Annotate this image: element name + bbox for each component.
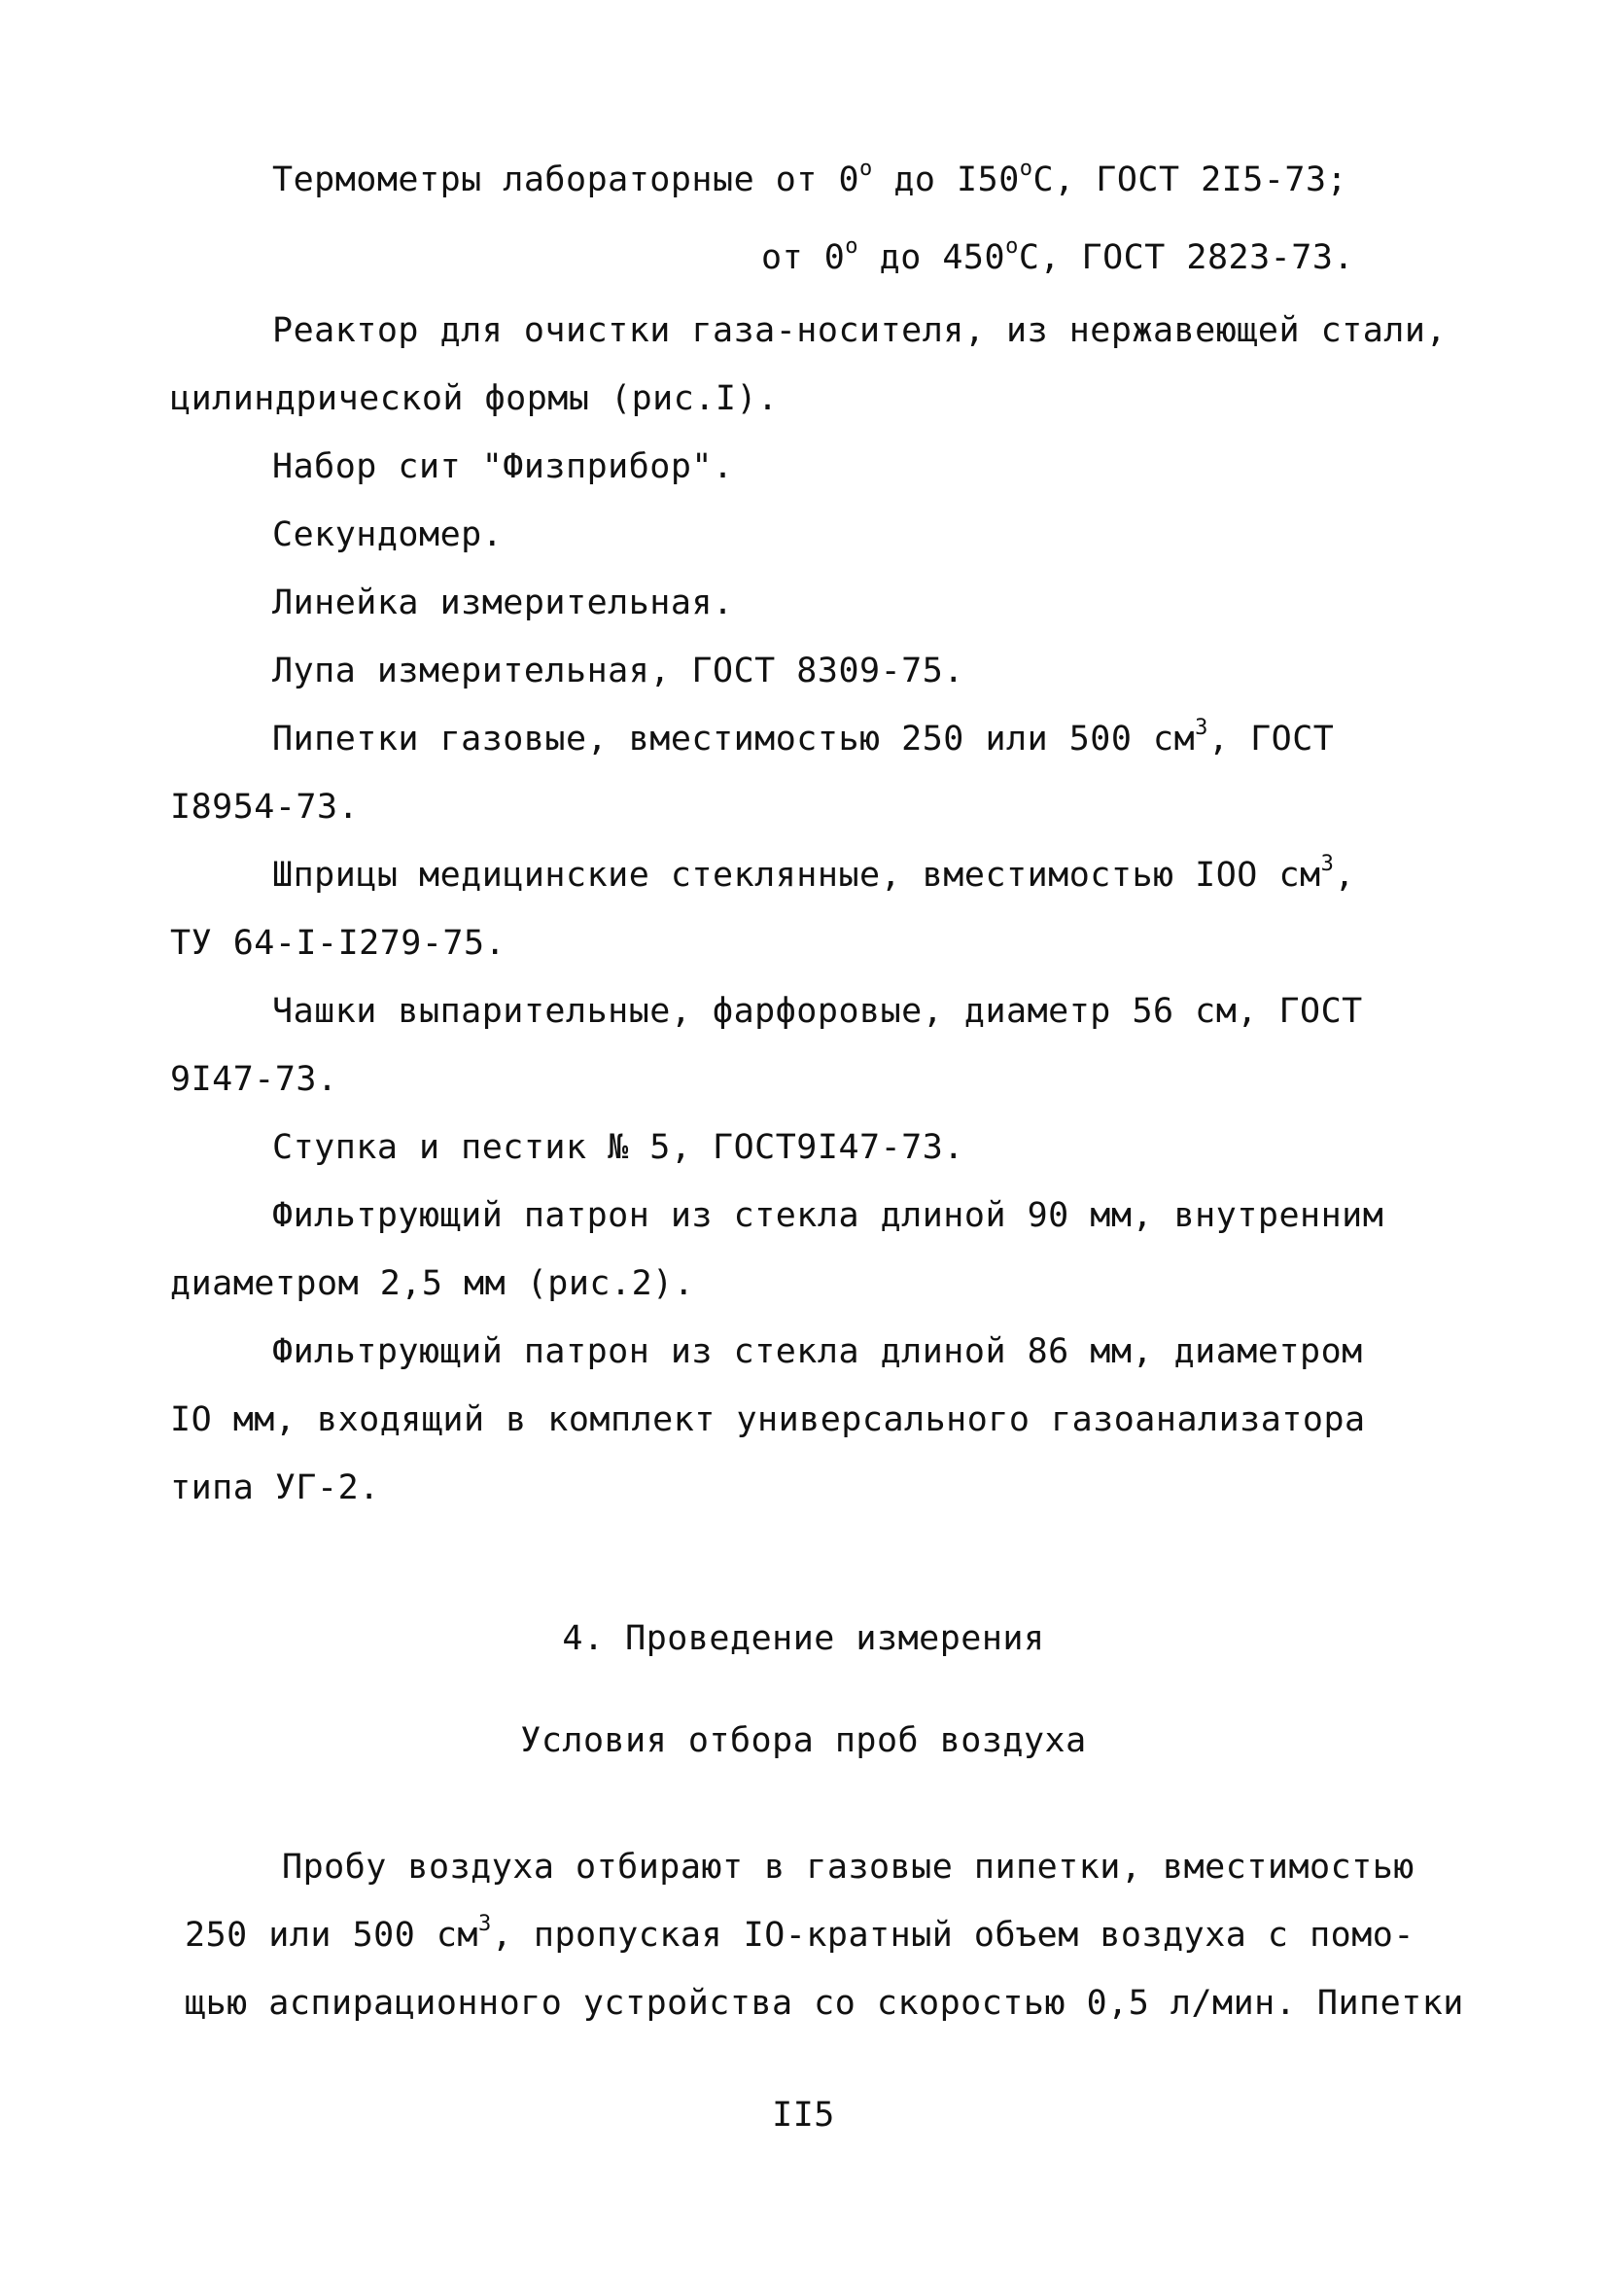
text-line: I8954-73.	[170, 788, 360, 827]
paragraph-line	[185, 1911, 1415, 1960]
text-line: Лупа измерительная, ГОСТ 8309-75.	[272, 652, 964, 690]
text-line	[272, 715, 1334, 763]
text-span: Пипетки газовые, вместимостью 250 или 500 см	[272, 720, 1196, 759]
text-line: Фильтрующий патрон из стекла длиной 86 мм, диаметром	[272, 1332, 1363, 1371]
text-line: Секундомер.	[272, 515, 504, 554]
text-span: , пропуская IО-кратный объем воздуха с помо-	[491, 1916, 1415, 1955]
section-title: 4. Проведение измерения	[562, 1619, 1045, 1658]
text-line: ТУ 64-I-I279-75.	[170, 924, 507, 963]
text-span: до I50	[872, 160, 1020, 199]
superscript-degree: о	[1005, 234, 1019, 259]
text-line	[272, 156, 1347, 204]
text-span: от 0	[761, 238, 846, 277]
superscript: 3	[478, 1912, 492, 1936]
superscript-degree: о	[845, 234, 859, 259]
text-line: Линейка измерительная.	[272, 583, 734, 622]
text-line: Чашки выпарительные, фарфоровые, диаметр 56 см, ГОСТ	[272, 992, 1363, 1031]
text-line	[272, 851, 1355, 900]
superscript: 3	[1195, 716, 1208, 740]
subsection-title: Условия отбора проб воздуха	[520, 1721, 1087, 1760]
paragraph-line: Пробу воздуха отбирают в газовые пипетки, вместимостью	[282, 1848, 1415, 1887]
superscript-degree: о	[1019, 157, 1033, 181]
text-line	[761, 233, 1354, 282]
text-span: Термометры лабораторные от 0	[272, 160, 860, 199]
text-span: ,	[1334, 856, 1355, 895]
superscript-degree: о	[859, 157, 873, 181]
text-span: Шприцы медицинские стеклянные, вместимостью IОО см	[272, 856, 1321, 895]
superscript: 3	[1320, 852, 1335, 876]
text-line: 9I47-73.	[170, 1060, 338, 1099]
page-number: II5	[772, 2096, 835, 2135]
text-span: С, ГОСТ 2823-73.	[1018, 238, 1354, 277]
text-span: до 450	[858, 238, 1006, 277]
text-line: Ступка и пестик № 5, ГОСТ9I47-73.	[272, 1128, 964, 1167]
text-line: Фильтрующий патрон из стекла длиной 90 мм, внутренним	[272, 1196, 1384, 1235]
text-span: С, ГОСТ 2I5-73;	[1032, 160, 1348, 199]
text-line: IО мм, входящий в комплект универсального газоанализатора	[170, 1400, 1366, 1439]
text-span: 250 или 500 см	[185, 1916, 479, 1955]
paragraph-line: щью аспирационного устройства со скоростью 0,5 л/мин. Пипетки	[185, 1984, 1464, 2023]
text-span: , ГОСТ	[1207, 720, 1335, 759]
text-line: типа УГ-2.	[170, 1468, 380, 1507]
text-line: диаметром 2,5 мм (рис.2).	[170, 1264, 695, 1303]
text-line: Реактор для очистки газа-носителя, из нержавеющей стали,	[272, 311, 1448, 350]
text-line: цилиндрической формы (рис.I).	[170, 379, 779, 418]
text-line: Набор сит "Физприбор".	[272, 447, 734, 486]
